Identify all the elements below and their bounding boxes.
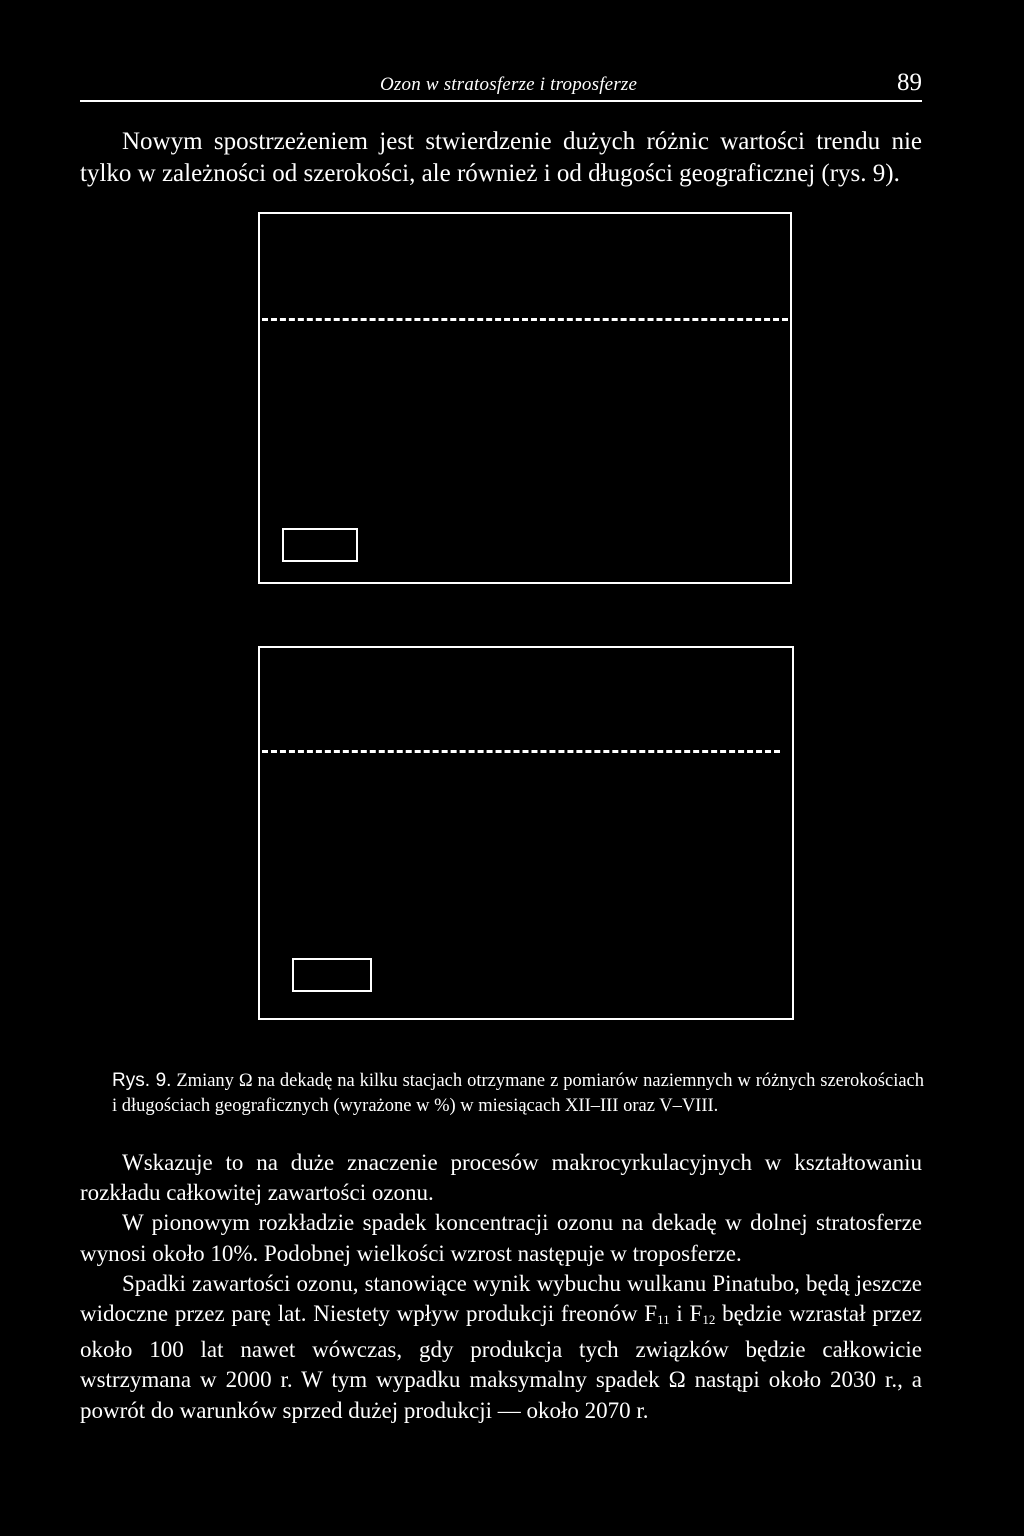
body-text (80, 1148, 922, 1426)
page-number: 89 (897, 69, 922, 96)
body-paragraph: W pionowym rozkładzie spadek koncentracji ozonu na dekadę w dolnej stratosferze wynosi około 10%. Podobnej wielkości wzrost następuje w troposferze. (80, 1210, 922, 1266)
caption-text: Zmiany Ω na dekadę na kilku stacjach otrzymane z pomiarów naziemnych w różnych szerokościach i długościach geograficznych (wyrażone w %) w miesiącach XII–III oraz V–VIII. (112, 1071, 925, 1116)
running-title: Ozon w stratosferze i troposferze (380, 74, 638, 95)
paragraph-segment: będzie wzrastał przez około 100 lat nawet wówczas, gdy produkcja tych związków będzie całkowicie wstrzymana w 2000 r. W tym wypadku maksymalny spadek Ω nastąpi około 2030 r., a powrót do warunków sprzed dużej produkcji — około 2070 r. (80, 1301, 922, 1423)
figure-caption (112, 1068, 924, 1119)
subscript: 11 (657, 1312, 670, 1328)
paragraph-segment: Spadki zawartości ozonu, stanowiące wynik wybuchu wulkanu Pinatubo, będą jeszcze widoczne przez parę lat. Niestety wpływ produkcji freonów F (80, 1270, 922, 1327)
page-header (80, 66, 922, 102)
figure-panel-top (258, 212, 792, 584)
figure-panel-bottom (258, 646, 794, 1020)
caption-label: Rys. 9. (112, 1070, 172, 1091)
legend-box (282, 528, 358, 562)
paragraph-segment: i F (669, 1301, 703, 1327)
body-paragraph: Wskazuje to na duże znaczenie procesów makrocyrkulacyjnych w kształtowaniu rozkładu całkowitej zawartości ozonu. (80, 1150, 922, 1206)
intro-paragraph: Nowym spostrzeżeniem jest stwierdzenie dużych różnic wartości trendu nie tylko w zależności od szerokości, ale również i od długości geograficznej (rys. 9). (80, 128, 922, 187)
body-paragraph (80, 1269, 922, 1426)
reference-dashed-line (262, 750, 780, 753)
legend-box (292, 958, 372, 992)
reference-dashed-line (262, 318, 788, 321)
subscript: 12 (702, 1312, 716, 1328)
